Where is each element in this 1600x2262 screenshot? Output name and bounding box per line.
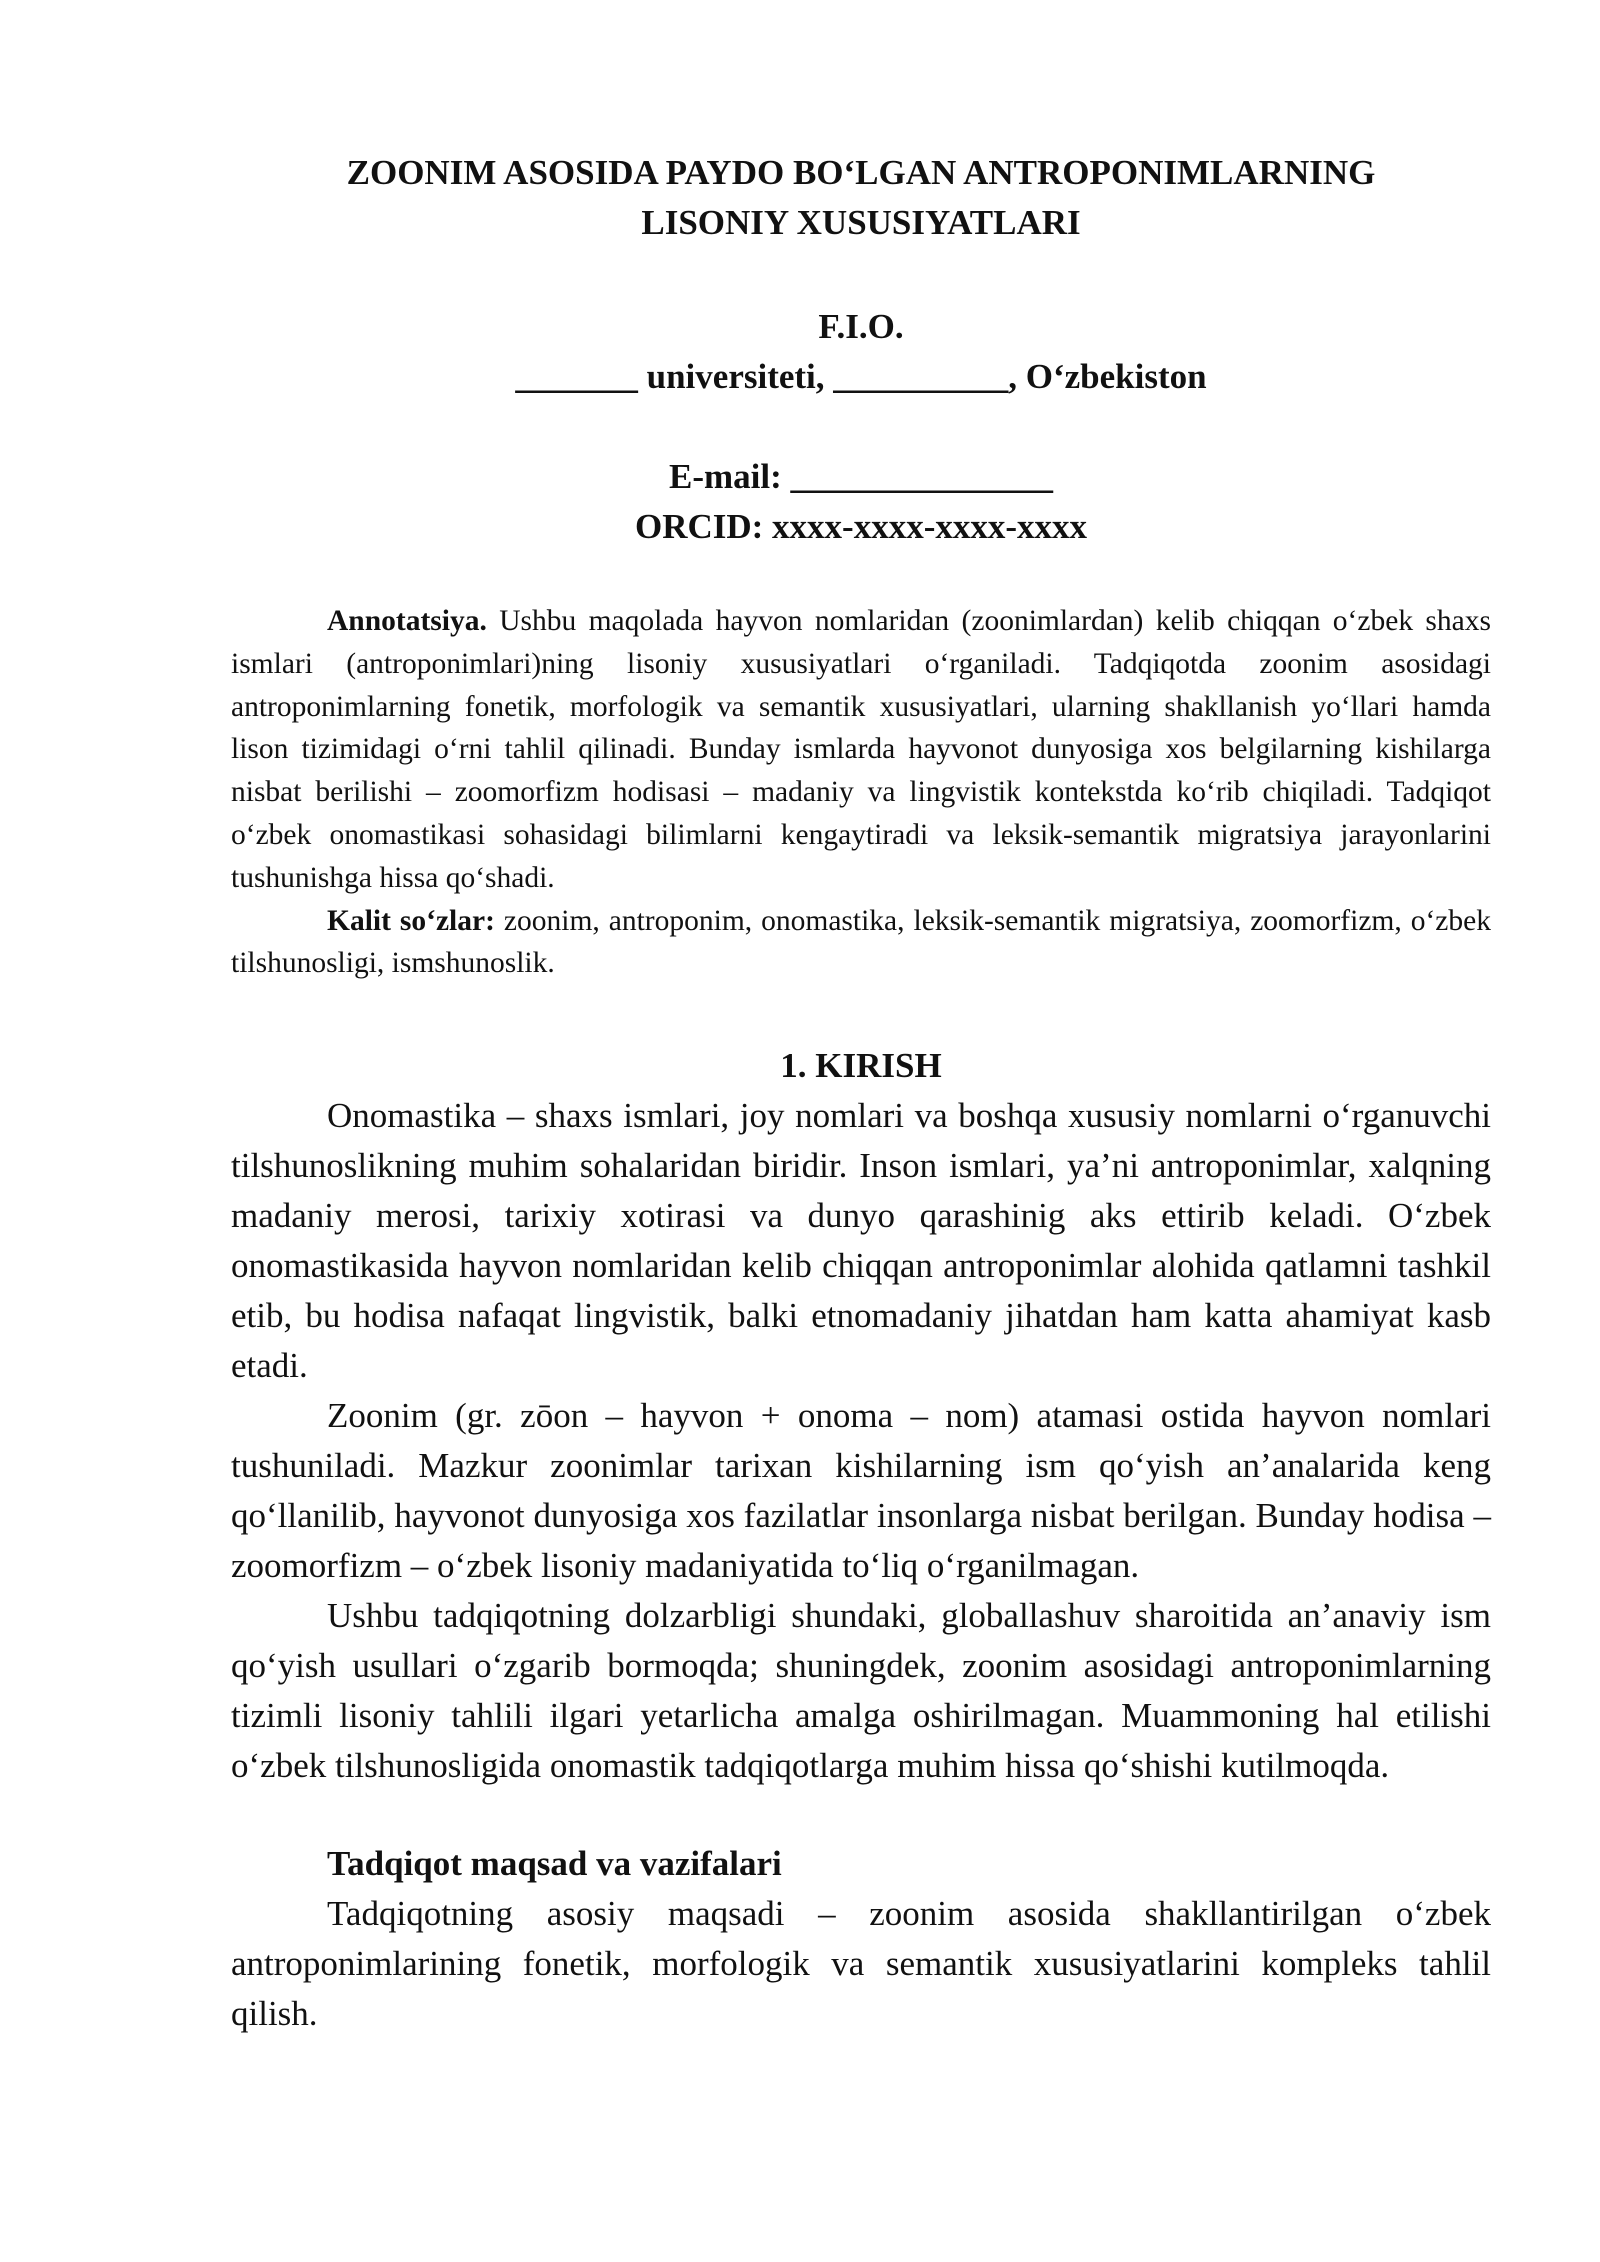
goals-body (231, 1889, 1491, 2039)
document-content (231, 148, 1491, 2039)
body-paragraph: Tadqiqotning asosiy maqsadi – zoonim asosida shakllantirilgan o‘zbek antroponimlarining fonetik, morfologik va semantik xususiyatlarini kompleks tahlil qilish. (231, 1894, 1491, 2034)
author-orcid: ORCID: xxxx-xxxx-xxxx-xxxx (634, 507, 1088, 546)
abstract-block (231, 600, 1491, 985)
paper-title-line-2: LISONIY XUSUSIYATLARI (641, 203, 1081, 242)
author-affiliation: _______ universiteti, __________, O‘zbekiston (515, 357, 1207, 396)
keywords-label: Kalit so‘zlar: (327, 904, 495, 937)
paper-title-line-1: ZOONIM ASOSIDA PAYDO BO‘LGAN ANTROPONIMLARNING (346, 153, 1376, 192)
contact-block (231, 452, 1491, 552)
author-block (231, 302, 1491, 402)
abstract-paragraph (231, 600, 1491, 900)
body-paragraph: Ushbu tadqiqotning dolzarbligi shundaki, globallashuv sharoitida an’anaviy ism qo‘yish usullari o‘zgarib bormoqda; shuningdek, zoonim asosidagi antroponimlarning tizimli lisoniy tahlili ilgari yetarlicha amalga oshirilmagan. Muammoning hal etilishi o‘zbek tilshunosligida onomastik tadqiqotlarga muhim hissa qo‘shishi kutilmoqda. (231, 1596, 1491, 1786)
paper-title (231, 148, 1491, 248)
author-name: F.I.O. (818, 307, 904, 346)
body-paragraph: Onomastika – shaxs ismlari, joy nomlari va boshqa xususiy nomlarni o‘rganuvchi tilshunoslikning muhim sohalaridan biridir. Inson ismlari, ya’ni antroponimlar, xalqning madaniy merosi, tarixiy xotirasi va dunyo qarashinig aks ettirib keladi. O‘zbek onomastikasida hayvon nomlaridan kelib chiqqan antroponimlar alohida qatlamni tashkil etib, bu hodisa nafaqat lingvistik, balki etnomadaniy jihatdan ham katta ahamiyat kasb etadi. (231, 1096, 1491, 1386)
keywords-text: zoonim, antroponim, onomastika, leksik-semantik migratsiya, zoomorfizm, o‘zbek tilshunosligi, ismshunoslik. (231, 904, 1491, 980)
abstract-text: Ushbu maqolada hayvon nomlaridan (zoonimlardan) kelib chiqqan o‘zbek shaxs ismlari (antroponimlari)ning lisoniy xususiyatlari o‘rganiladi. Tadqiqotda zoonim asosidagi antroponimlarning fonetik, morfologik va semantik xususiyatlari, ularning shakllanish yo‘llari hamda lison tizimidagi o‘rni tahlil qilinadi. Bunday ismlarda hayvonot dunyosiga xos belgilarning kishilarga nisbat berilishi – zoomorfizm hodisasi – madaniy va lingvistik kontekstda ko‘rib chiqiladi. Tadqiqot o‘zbek onomastikasi sohasidagi bilimlarni kengaytiradi va leksik-semantik migratsiya jarayonlarini tushunishga hissa qo‘shadi. (231, 605, 1491, 894)
keywords-paragraph (231, 900, 1491, 986)
body-paragraph: Zoonim (gr. zōon – hayvon + onoma – nom) atamasi ostida hayvon nomlari tushuniladi. Mazkur zoonimlar tarixan kishilarning ism qo‘yish an’analarida keng qo‘llanilib, hayvonot dunyosiga xos fazilatlar insonlarga nisbat berilgan. Bunday hodisa – zoomorfizm – o‘zbek lisoniy madaniyatida to‘liq o‘rganilmagan. (231, 1396, 1491, 1586)
introduction-body (231, 1091, 1491, 1791)
abstract-label: Annotatsiya. (327, 605, 487, 637)
section-heading-introduction: 1. KIRISH (780, 1046, 942, 1086)
subsection-heading-goals: Tadqiqot maqsad va vazifalari (327, 1844, 782, 1884)
author-email: E-mail: _______________ (668, 457, 1053, 496)
